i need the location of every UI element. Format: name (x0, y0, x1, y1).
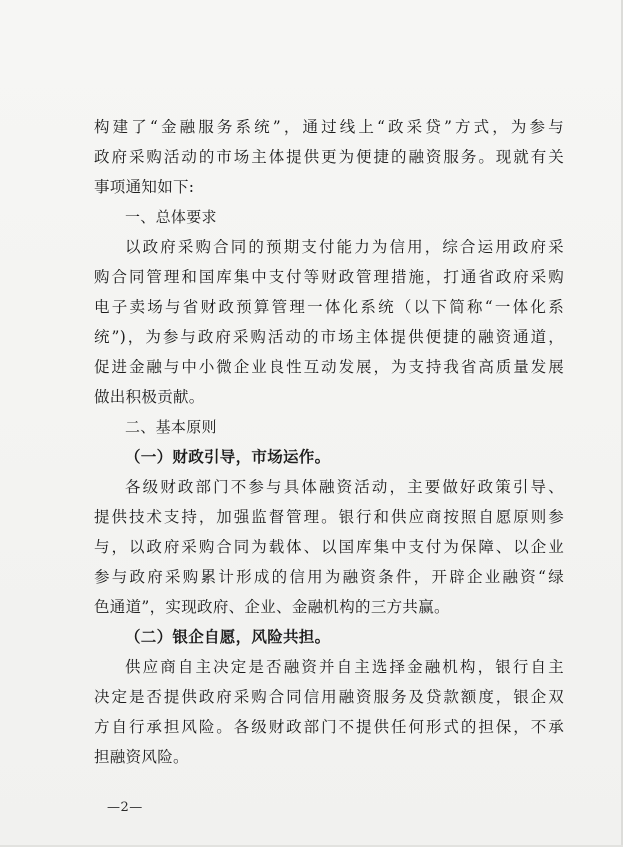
text-line: 与，以政府采购合同为载体、以国库集中支付为保障、以企业 (94, 538, 564, 556)
page-number: —2— (107, 800, 143, 815)
text-line: 决定是否提供政府采购合同信用融资服务及贷款额度，银企双 (94, 688, 564, 706)
text-line: 统”)，为参与政府采购活动的市场主体提供便捷的融资通道， (94, 328, 564, 346)
subsection-heading-bank-enterprise-voluntary: （二）银企自愿，风险共担。 (125, 627, 331, 646)
text-line: 以政府采购合同的预期支付能力为信用，综合运用政府采 (125, 238, 564, 256)
subsection-heading-fiscal-guidance: （一）财政引导，市场运作。 (125, 447, 331, 466)
text-line: 参与政府采购累计形成的信用为融资条件，开辟企业融资“绿 (94, 568, 564, 586)
text-line: 事项通知如下: (94, 178, 195, 196)
document-body (94, 112, 564, 772)
text-line: 政府采购活动的市场主体提供更为便捷的融资服务。现就有关 (94, 148, 564, 166)
section-heading-basic-principles: 二、基本原则 (125, 418, 217, 436)
text-line: 提供技术支持，加强监督管理。银行和供应商按照自愿原则参 (94, 508, 564, 526)
text-line: 购合同管理和国库集中支付等财政管理措施，打通省政府采购 (94, 268, 564, 286)
text-line: 担融资风险。 (94, 748, 189, 766)
text-line: 供应商自主决定是否融资并自主选择金融机构，银行自主 (125, 658, 564, 676)
text-line: 促进金融与中小微企业良性互动发展，为支持我省高质量发展 (94, 358, 564, 376)
text-line: 做出积极贡献。 (94, 388, 205, 406)
section-heading-general-requirements: 一、总体要求 (125, 208, 217, 226)
text-line: 色通道”，实现政府、企业、金融机构的三方共赢。 (94, 598, 450, 616)
text-line: 电子卖场与省财政预算管理一体化系统（以下简称“一体化系 (94, 298, 564, 316)
text-line: 构建了“金融服务系统”，通过线上“政采贷”方式，为参与 (94, 118, 564, 136)
text-line: 方自行承担风险。各级财政部门不提供任何形式的担保，不承 (94, 718, 564, 736)
text-line: 各级财政部门不参与具体融资活动，主要做好政策引导、 (125, 478, 564, 496)
